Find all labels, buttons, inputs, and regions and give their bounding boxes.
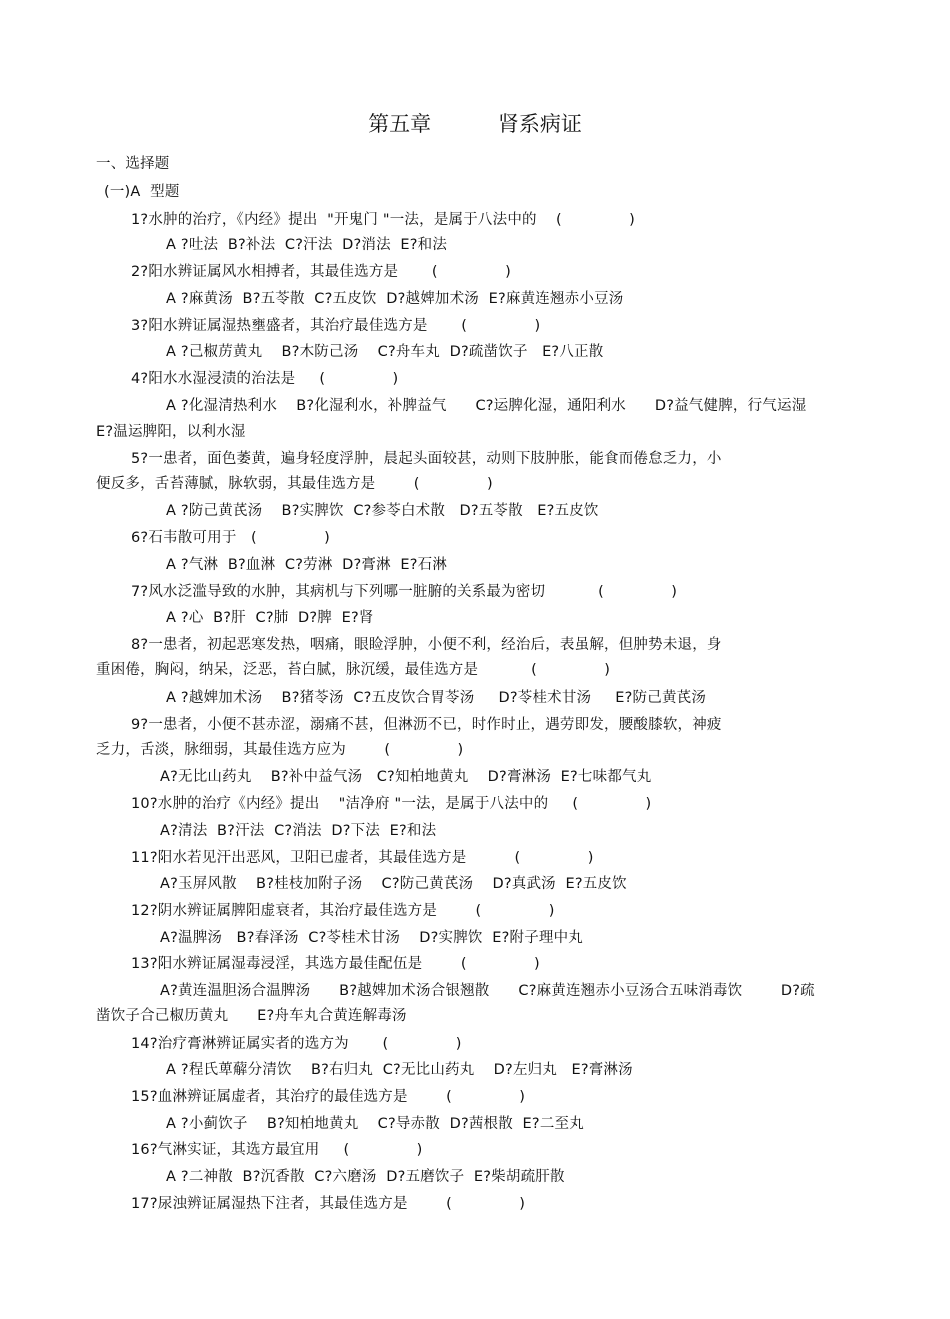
question-12: 12?阴水辨证属脾阳虚衰者，其治疗最佳选方是 ( )	[131, 903, 555, 919]
question-15: 15?血淋辨证属虚者，其治疗的最佳选方是 ( )	[131, 1089, 526, 1105]
question-6: 6?石韦散可用于 ( )	[131, 530, 330, 546]
options-14: A ?程氏萆薢分清饮 B?右归丸 C?无比山药丸 D?左归丸 E?膏淋汤	[166, 1062, 633, 1078]
options-2: A ?麻黄汤 B?五苓散 C?五皮饮 D?越婢加术汤 E?麻黄连翘赤小豆汤	[166, 291, 624, 307]
options-10: A?清法 B?汗法 C?消法 D?下法 E?和法	[160, 823, 437, 839]
section-heading: 一、选择题	[96, 156, 170, 172]
options-4-cont: E?温运脾阳，以利水湿	[96, 424, 246, 440]
question-10: 10?水肿的治疗《内经》提出 "洁净府 "一法，是属于八法中的 ( )	[131, 796, 652, 812]
options-9: A?无比山药丸 B?补中益气汤 C?知柏地黄丸 D?膏淋汤 E?七味都气丸	[160, 769, 652, 785]
question-16: 16?气淋实证，其选方最宜用 ( )	[131, 1142, 423, 1158]
question-5-cont: 便反多，舌苔薄腻，脉软弱，其最佳选方是 ( )	[96, 476, 493, 492]
question-7: 7?风水泛滥导致的水肿，其病机与下列哪一脏腑的关系最为密切 ( )	[131, 584, 678, 600]
question-3: 3?阳水辨证属湿热壅盛者，其治疗最佳选方是 ( )	[131, 318, 541, 334]
options-7: A ?心 B?肝 C?肺 D?脾 E?肾	[166, 610, 374, 626]
options-13: A?黄连温胆汤合温脾汤 B?越婢加术汤合银翘散 C?麻黄连翘赤小豆汤合五味消毒饮 D?疏	[160, 983, 815, 999]
question-4: 4?阳水水湿浸渍的治法是 ( )	[131, 371, 399, 387]
options-12: A?温脾汤 B?春泽汤 C?苓桂术甘汤 D?实脾饮 E?附子理中丸	[160, 930, 583, 946]
question-13: 13?阳水辨证属湿毒浸淫，其选方最佳配伍是 ( )	[131, 956, 540, 972]
options-16: A ?二神散 B?沉香散 C?六磨汤 D?五磨饮子 E?柴胡疏肝散	[166, 1169, 565, 1185]
options-15: A ?小蓟饮子 B?知柏地黄丸 C?导赤散 D?茜根散 E?二至丸	[166, 1116, 584, 1132]
options-3: A ?己椒苈黄丸 B?木防己汤 C?舟车丸 D?疏凿饮子 E?八正散	[166, 344, 604, 360]
subsection-heading: (一)A 型题	[104, 184, 180, 200]
options-11: A?玉屏风散 B?桂枝加附子汤 C?防己黄芪汤 D?真武汤 E?五皮饮	[160, 876, 627, 892]
options-13-cont: 凿饮子合己椒历黄丸 E?舟车丸合黄连解毒汤	[96, 1008, 407, 1024]
question-8-cont: 重困倦，胸闷，纳呆，泛恶，苔白腻，脉沉缓，最佳选方是 ( )	[96, 662, 611, 678]
question-2: 2?阳水辨证属风水相搏者，其最佳选方是 ( )	[131, 264, 511, 280]
question-11: 11?阳水若见汗出恶风，卫阳已虚者，其最佳选方是 ( )	[131, 850, 594, 866]
options-6: A ?气淋 B?血淋 C?劳淋 D?膏淋 E?石淋	[166, 557, 448, 573]
options-5: A ?防己黄芪汤 B?实脾饮 C?参苓白术散 D?五苓散 E?五皮饮	[166, 503, 599, 519]
question-14: 14?治疗膏淋辨证属实者的选方为 ( )	[131, 1036, 462, 1052]
question-17: 17?尿浊辨证属湿热下注者，其最佳选方是 ( )	[131, 1196, 526, 1212]
question-1: 1?水肿的治疗，《内经》提出 "开鬼门 "一法，是属于八法中的 ( )	[131, 212, 636, 228]
options-1: A ?吐法 B?补法 C?汗法 D?消法 E?和法	[166, 237, 448, 253]
page-title: 第五章 肾系病证	[368, 112, 582, 136]
options-8: A ?越婢加术汤 B?猪苓汤 C?五皮饮合胃苓汤 D?苓桂术甘汤 E?防己黄芪汤	[166, 690, 707, 706]
question-9-cont: 乏力，舌淡，脉细弱，其最佳选方应为 ( )	[96, 742, 464, 758]
question-9: 9?一患者，小便不甚赤涩，溺痛不甚，但淋沥不已，时作时止，遇劳即发，腰酸膝软，神疲	[131, 717, 722, 733]
question-8: 8?一患者，初起恶寒发热，咽痛，眼睑浮肿，小便不利，经治后，表虽解，但肿势未退，身	[131, 637, 722, 653]
question-5: 5?一患者，面色萎黄，遍身轻度浮肿，晨起头面较甚，动则下肢肿胀，能食而倦怠乏力，小	[131, 451, 722, 467]
options-4: A ?化湿清热利水 B?化湿利水，补脾益气 C?运脾化湿，通阳利水 D?益气健脾，行气运湿	[166, 398, 807, 414]
